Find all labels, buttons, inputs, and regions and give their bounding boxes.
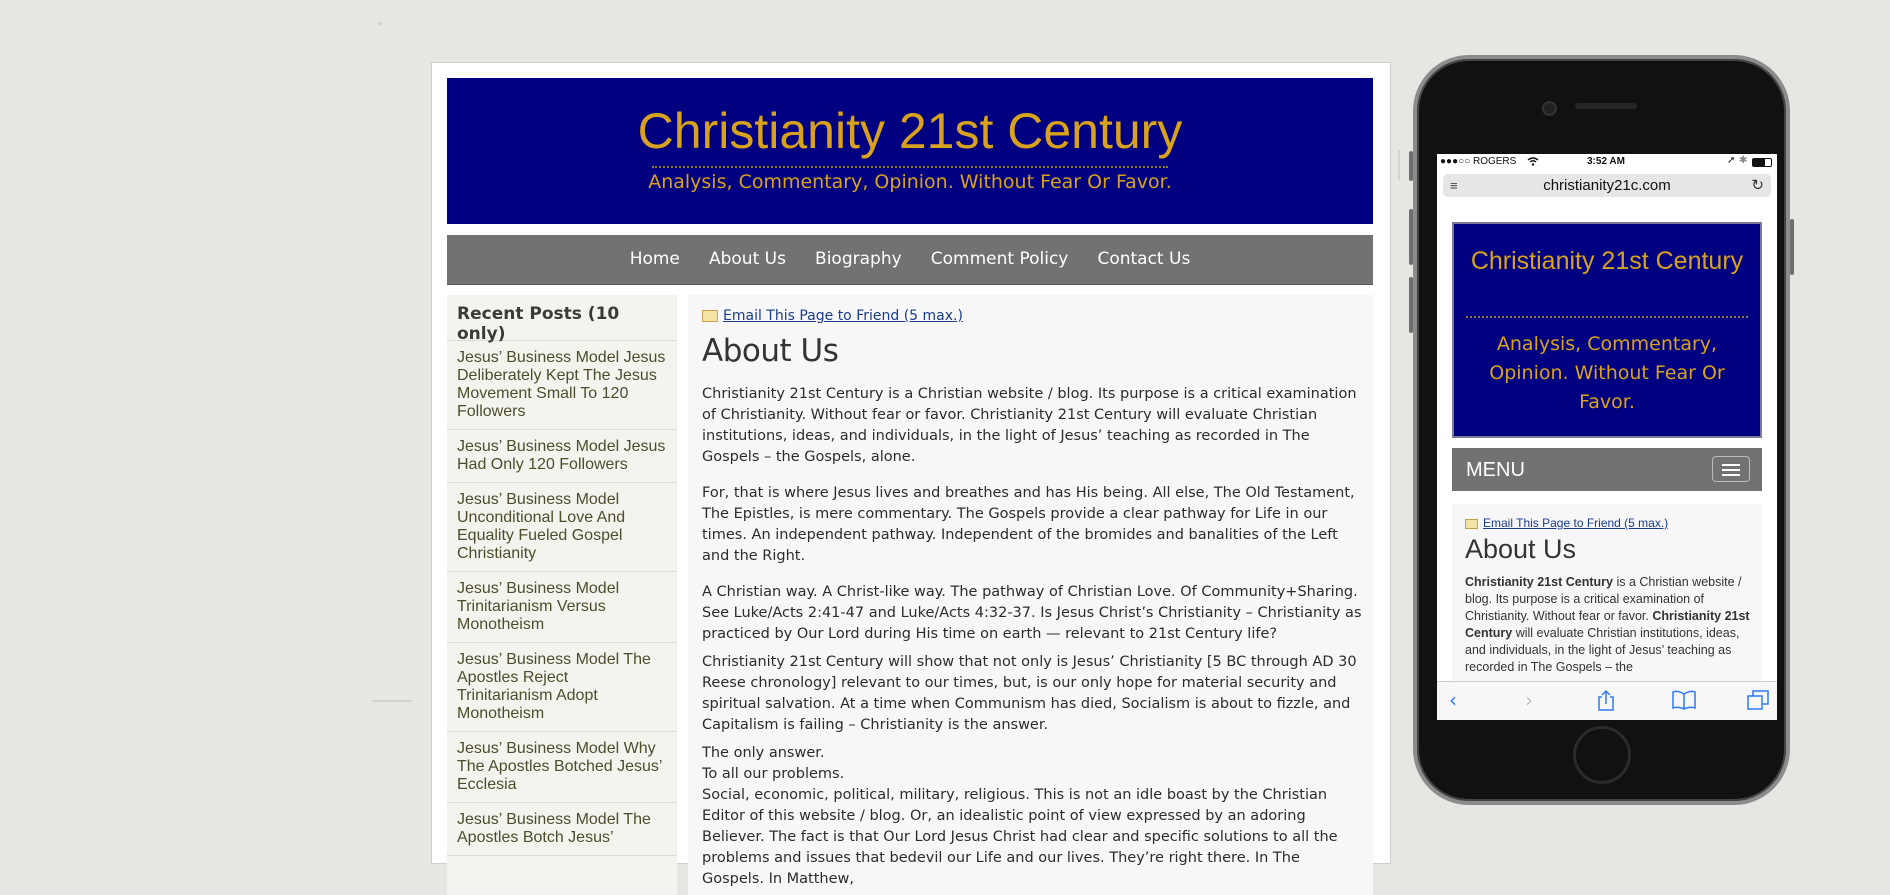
reload-icon[interactable]: ↻: [1751, 177, 1764, 194]
forward-icon[interactable]: ›: [1525, 688, 1533, 712]
text: will evaluate Christian institutions, ideas, and individuals, in the light of Jesus’ teaching as recorded in The Gospels – the Gospels, alone.: [702, 407, 1318, 465]
paragraph: For, that is where Jesus lives and breathes and has His being. All else, The Old Testament, The Epistles, is mere commentary. The Gospels provide a clear pathway for Life in our times. An independent pathway. Independent of the bromides and banalities of the Left and the Right.: [702, 485, 1355, 564]
address-bar[interactable]: [1443, 174, 1771, 197]
email-page-link-label: Email This Page to Friend (5 max.): [723, 308, 963, 324]
mobile-site-banner[interactable]: [1452, 222, 1762, 438]
url-text: christianity21c.com: [1543, 177, 1671, 194]
text: is a Christian website / blog. Its purpose is a critical examination of Christianity. Without fear or favor.: [702, 386, 1357, 423]
email-page-link[interactable]: [702, 308, 963, 324]
mobile-menu-bar[interactable]: [1452, 448, 1762, 491]
bluetooth-icon: ✱: [1739, 155, 1748, 166]
hamburger-icon[interactable]: [1712, 456, 1750, 482]
recent-post-link[interactable]: Jesus’ Business Model The Apostles Botch Jesus’: [447, 803, 677, 856]
paragraph: To all our problems.: [702, 766, 845, 782]
mobile-page-title: About Us: [1465, 534, 1577, 564]
desktop-page: [431, 62, 1391, 887]
nav-item-comment-policy[interactable]: Comment Policy: [930, 249, 1069, 269]
page-title: About Us: [702, 333, 839, 369]
strong-text: Christianity 21st Century: [970, 407, 1152, 423]
location-icon: ➚: [1727, 155, 1736, 166]
carrier-label: ●●●○○ ROGERS: [1440, 156, 1517, 167]
paragraph: [702, 384, 1362, 468]
paragraph: A Christian way. A Christ-like way. The pathway of Christian Love. Of Community+Sharing. See Luke/Acts 2:41-47 and Luke/Acts 4:32-37. Is Jesus Christ’s Christianity – Christianity as practiced by Our Lord during His time on earth — relevant to 21st Century life?: [702, 584, 1362, 642]
mobile-site-title[interactable]: Christianity 21st Century: [1470, 247, 1744, 275]
sidebar: [447, 295, 677, 895]
speaker-grille: [1575, 103, 1637, 109]
safari-toolbar: [1437, 681, 1777, 720]
text: is a Christian website / blog. Its purpose is a critical examination of Christianity. Without fear or favor.: [1465, 575, 1742, 623]
tabs-icon[interactable]: [1747, 690, 1769, 710]
back-icon[interactable]: ‹: [1449, 688, 1457, 712]
background-texture: [1398, 150, 1400, 180]
share-icon[interactable]: [1597, 690, 1615, 712]
background-texture: [372, 700, 412, 702]
recent-post-link[interactable]: Jesus’ Business Model Unconditional Love And Equality Fueled Gospel Christianity: [447, 483, 677, 572]
battery-fill: [1753, 159, 1765, 166]
paragraph: Christianity 21st Century will show that not only is Jesus’ Christianity [5 BC through AD 30 Reese chronology] relevant to our times, but, is our only hope for material security and spiritual salvation. At a time when Communism has died, Socialism is about to fizzle, and Capitalism is failing – Christianity is the answer.: [702, 654, 1357, 733]
recent-post-link[interactable]: Jesus’ Business Model Jesus Had Only 120 Followers: [447, 430, 677, 483]
mobile-article-body: [1465, 574, 1755, 676]
mobile-email-page-link-label: Email This Page to Friend (5 max.): [1483, 516, 1669, 530]
strong-text: Christianity 21st Century: [702, 386, 884, 402]
mute-switch: [1409, 151, 1413, 181]
bookmarks-icon[interactable]: [1672, 690, 1696, 710]
envelope-icon: [702, 310, 718, 322]
volume-up-button: [1409, 209, 1413, 265]
background-texture: [378, 22, 381, 25]
iphone-mockup: [1413, 55, 1790, 805]
text: will evaluate Christian institutions, ideas, and individuals, in the light of Jesus’ teaching as recorded in The Gospels – the: [1465, 626, 1740, 674]
nav-item-contact-us[interactable]: Contact Us: [1097, 249, 1191, 269]
site-tagline: Analysis, Commentary, Opinion. Without Fear Or Favor.: [648, 171, 1172, 193]
recent-post-link[interactable]: Jesus’ Business Model Why The Apostles Botched Jesus’ Ecclesia: [447, 732, 677, 803]
home-button[interactable]: [1573, 726, 1631, 784]
strong-text: Christianity 21st Century: [1465, 575, 1613, 589]
main-nav: [447, 235, 1373, 285]
nav-item-biography[interactable]: Biography: [815, 249, 902, 269]
title-divider: [652, 166, 1168, 168]
recent-post-link[interactable]: Jesus’ Business Model The Apostles Reject Trinitarianism Adopt Monotheism: [447, 643, 677, 732]
nav-item-about-us[interactable]: About Us: [708, 249, 786, 269]
recent-post-link[interactable]: Jesus’ Business Model Trinitarianism Versus Monotheism: [447, 572, 677, 643]
mobile-menu-label: MENU: [1466, 459, 1525, 481]
article-body: [702, 384, 1362, 890]
power-button: [1790, 219, 1794, 275]
reader-icon[interactable]: ≡: [1450, 178, 1458, 193]
sidebar-heading: Recent Posts (10 only): [447, 295, 677, 341]
envelope-icon: [1465, 519, 1478, 529]
mobile-main-content: [1452, 504, 1762, 704]
battery-icon: [1752, 158, 1772, 167]
site-title[interactable]: Christianity 21st Century: [637, 103, 1183, 159]
volume-down-button: [1409, 277, 1413, 333]
phone-screen: [1437, 154, 1777, 719]
recent-post-link[interactable]: Jesus’ Business Model Jesus Deliberately Kept The Jesus Movement Small To 120 Followers: [447, 341, 677, 430]
strong-text: Christianity 21st Century: [1465, 609, 1750, 640]
site-banner[interactable]: [447, 78, 1373, 224]
clock: 3:52 AM: [1587, 156, 1625, 167]
mobile-site-tagline: Analysis, Commentary, Opinion. Without Fear Or Favor.: [1489, 333, 1725, 413]
wifi-icon: [1527, 157, 1539, 166]
status-bar: [1437, 154, 1777, 170]
front-camera: [1542, 101, 1557, 116]
mobile-email-page-link[interactable]: [1465, 516, 1668, 530]
mobile-title-divider: [1466, 316, 1748, 318]
nav-item-home[interactable]: Home: [629, 249, 680, 269]
paragraph: Social, economic, political, military, religious. This is not an idle boast by the Christian Editor of this website / blog. Or, an idealistic point of view expressed by an adoring Believer. The fact is that Our Lord Jesus Christ had clear and specific solutions to all the problems and issues that bedevil our Life and our lives. They’re right there. In The Gospels. In Matthew,: [702, 787, 1338, 887]
paragraph: The only answer.: [702, 745, 825, 761]
main-content: [688, 295, 1373, 895]
